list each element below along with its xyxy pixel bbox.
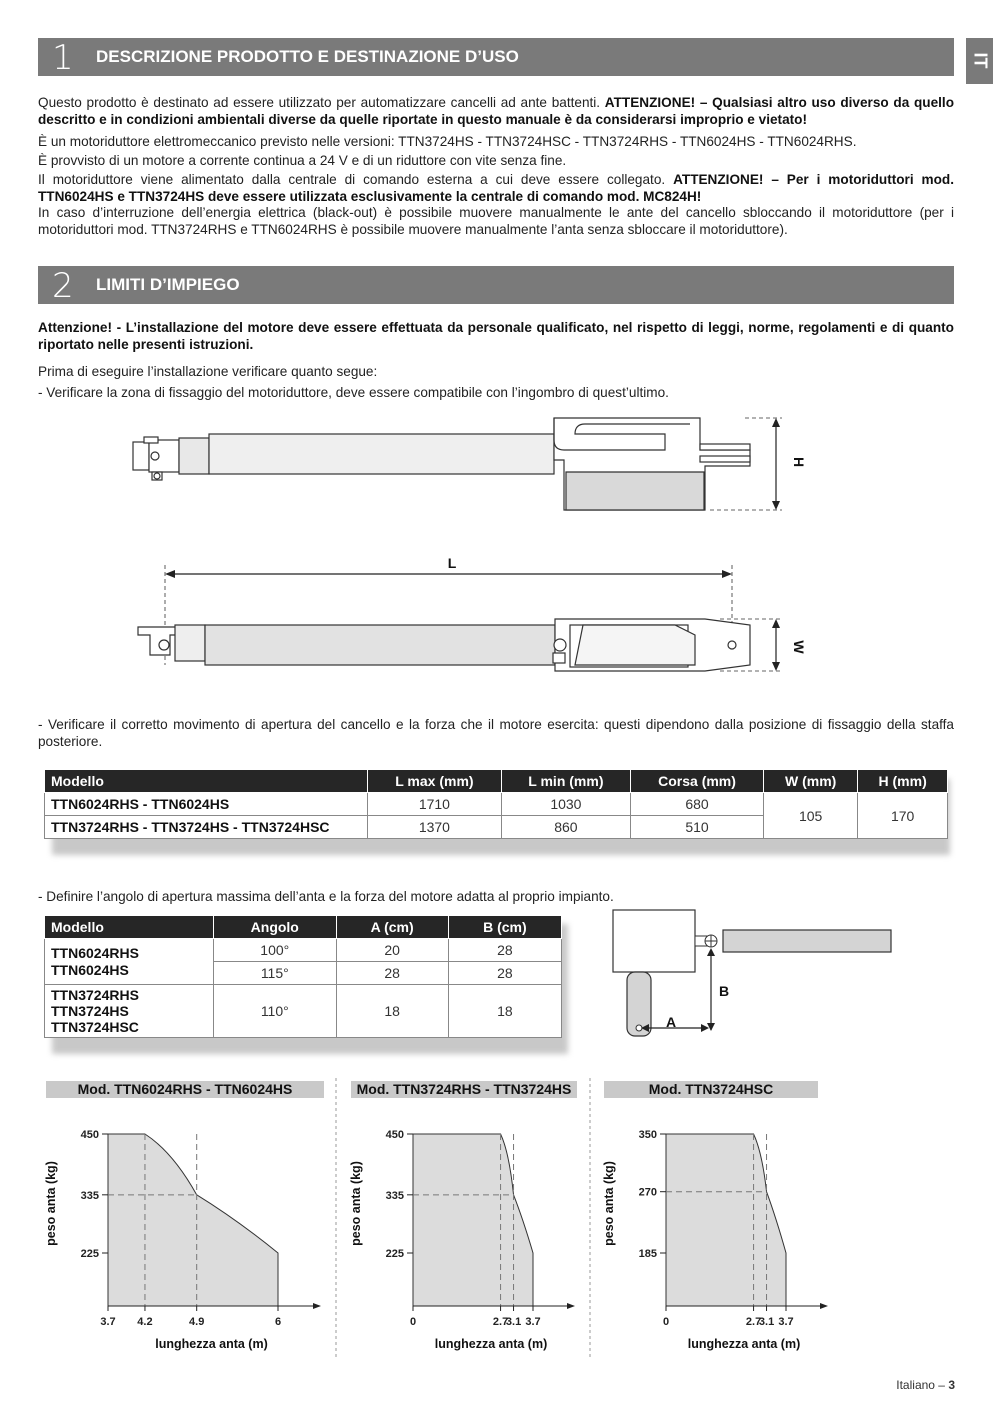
section-2-intro: Prima di eseguire l’installazione verificare quanto segue: bbox=[38, 364, 378, 379]
y-tick-label: 225 bbox=[385, 1248, 404, 1260]
header-modello: Modello bbox=[45, 916, 214, 939]
x-axis-arrow bbox=[313, 1303, 321, 1309]
y-axis-label: peso anta (kg) bbox=[602, 1161, 616, 1246]
model-name: TTN3724HSC bbox=[51, 1019, 139, 1035]
table-header-row bbox=[45, 916, 562, 939]
x-tick-label: 3.7 bbox=[525, 1316, 541, 1328]
table-row bbox=[45, 793, 948, 816]
header-b: B (cm) bbox=[448, 916, 561, 939]
b-cell: 28 bbox=[448, 962, 561, 985]
p4-warning: ATTENZIONE! – Per i motoriduttori mod. TTN6024HS e TTN3724HS deve essere utilizzata esclusivamente la centrale di comando mod. MC824H! bbox=[38, 172, 954, 204]
chart-2-title: Mod. TTN3724RHS - TTN3724HS bbox=[351, 1081, 577, 1098]
x-tick-label: 6 bbox=[274, 1316, 282, 1328]
section-1-number: 1 bbox=[52, 38, 74, 78]
angles-table bbox=[44, 915, 562, 1038]
cell-w: 105 bbox=[764, 793, 858, 839]
x-tick-label: 2.7 bbox=[745, 1316, 762, 1328]
header-lmin: L min (mm) bbox=[501, 770, 630, 793]
a-cell: 18 bbox=[336, 985, 448, 1038]
chart-separator-1 bbox=[330, 1078, 342, 1360]
cell-h: 170 bbox=[858, 793, 948, 839]
dimension-l-label: L bbox=[447, 555, 457, 571]
x-tick-label: 4.2 bbox=[137, 1316, 153, 1328]
a-cell: 28 bbox=[336, 962, 448, 985]
section-1-paragraph-4 bbox=[38, 171, 954, 205]
y-tick-label: 185 bbox=[638, 1248, 657, 1260]
x-tick-label: 0 bbox=[409, 1316, 417, 1328]
page-footer bbox=[896, 1378, 955, 1392]
row-1-model: TTN6024RHS - TTN6024HS bbox=[45, 793, 368, 816]
y-tick-label: 225 bbox=[80, 1248, 99, 1260]
row-2-model: TTN3724RHS - TTN3724HS - TTN3724HSC bbox=[45, 816, 368, 839]
angle-cell: 115° bbox=[214, 962, 337, 985]
group-2-models bbox=[45, 985, 214, 1038]
model-name: TTN3724HS bbox=[51, 1003, 129, 1019]
header-lmax: L max (mm) bbox=[368, 770, 502, 793]
table-row bbox=[45, 985, 562, 1038]
section-2-check-2: - Verificare il corretto movimento di apertura del cancello e la forza che il motore esercita: questi dipendono dalla posizione di fissaggio della staffa posteriore. bbox=[38, 717, 954, 749]
y-axis-label: peso anta (kg) bbox=[44, 1161, 58, 1246]
table-row bbox=[45, 939, 562, 962]
x-tick-label: 0 bbox=[662, 1316, 670, 1328]
header-h: H (mm) bbox=[858, 770, 948, 793]
x-tick-label: 2.7 bbox=[492, 1316, 509, 1328]
y-axis-label: peso anta (kg) bbox=[349, 1161, 363, 1246]
section-1-paragraph-2: È un motoriduttore elettromeccanico previsto nelle versioni: TTN3724HS - TTN3724HSC - TTN3724RHS - TTN6024HS - TTN6024RHS. bbox=[38, 134, 857, 149]
y-tick-label: 450 bbox=[385, 1129, 404, 1141]
row-1-corsa: 680 bbox=[631, 793, 764, 816]
section-1-header bbox=[38, 38, 954, 76]
chart-weight-vs-length-2 bbox=[345, 1110, 585, 1360]
p1-warning: ATTENZIONE! – Qualsiasi altro uso diverso da quello descritto e in condizioni ambientali diverse da quelle riportate in questo manuale è da considerarsi improprio e vietato! bbox=[38, 95, 955, 127]
page-number: 3 bbox=[948, 1378, 955, 1392]
y-tick-label: 270 bbox=[638, 1186, 657, 1199]
section-2-warning bbox=[38, 319, 954, 353]
dimensions-table bbox=[44, 769, 948, 839]
row-2-lmax: 1370 bbox=[368, 816, 502, 839]
chart-weight-vs-length-1 bbox=[40, 1110, 330, 1360]
model-name: TTN6024RHS bbox=[51, 944, 139, 961]
table-header-row bbox=[45, 770, 948, 793]
b-label: B bbox=[719, 983, 730, 999]
warning-text: Attenzione! - L’installazione del motore deve essere effettuata da personale qualificato, nel rispetto di leggi, norme, regolamenti e di quanto riportato nelle presenti istruzioni. bbox=[38, 320, 954, 352]
header-w: W (mm) bbox=[764, 770, 858, 793]
header-angolo: Angolo bbox=[214, 916, 337, 939]
x-axis-label: lunghezza anta (m) bbox=[434, 1337, 548, 1351]
footer-lang: Italiano – bbox=[896, 1378, 949, 1392]
section-2-check-1: - Verificare la zona di fissaggio del motoriduttore, deve essere compatibile con l’ingombro di quest’ultimo. bbox=[38, 385, 669, 400]
section-2-number: 2 bbox=[52, 266, 74, 306]
a-label: A bbox=[665, 1014, 677, 1030]
chart-separator-2 bbox=[584, 1078, 596, 1360]
p1-text: Questo prodotto è destinato ad essere utilizzato per automatizzare cancelli ad ante battenti. bbox=[38, 95, 605, 110]
model-name: TTN3724RHS bbox=[51, 987, 139, 1003]
header-a: A (cm) bbox=[336, 916, 448, 939]
row-2-corsa: 510 bbox=[631, 816, 764, 839]
section-1-paragraph-1 bbox=[38, 94, 954, 128]
language-label: IT bbox=[970, 52, 991, 69]
section-1-paragraph-5: In caso d’interruzione dell’energia elettrica (black-out) è possibile muovere manualmente le ante del cancello sbloccando il motoriduttore (per i motoriduttori mod. TTN3724RHS e TTN6024RHS è possibile muovere manualmente l’anta senza sbloccare il motoriduttore). bbox=[38, 205, 954, 237]
p4-text: Il motoriduttore viene alimentato dalla centrale di comando esterna a cui deve essere collegato. bbox=[38, 172, 674, 187]
x-axis-arrow bbox=[820, 1303, 828, 1309]
section-2-title: LIMITI D’IMPIEGO bbox=[96, 275, 240, 294]
row-1-lmax: 1710 bbox=[368, 793, 502, 816]
y-tick-label: 450 bbox=[80, 1129, 99, 1141]
x-tick-label: 3.7 bbox=[100, 1316, 116, 1328]
angle-cell: 110° bbox=[214, 985, 337, 1038]
weight-area bbox=[666, 1134, 786, 1306]
x-tick-label: 3.1 bbox=[758, 1316, 775, 1328]
x-tick-label: 4.9 bbox=[189, 1316, 205, 1328]
group-1-models bbox=[45, 939, 214, 985]
language-tab bbox=[966, 38, 993, 84]
b-cell: 28 bbox=[448, 939, 561, 962]
chart-3-title: Mod. TTN3724HSC bbox=[604, 1081, 818, 1098]
chart-weight-vs-length-3 bbox=[598, 1110, 838, 1360]
dimension-h-label: H bbox=[791, 456, 807, 468]
chart-1-title: Mod. TTN6024RHS - TTN6024HS bbox=[46, 1081, 324, 1098]
angle-cell: 100° bbox=[214, 939, 337, 962]
model-name: TTN6024HS bbox=[51, 961, 129, 978]
x-tick-label: 3.1 bbox=[505, 1316, 522, 1328]
motor-side-view-drawing bbox=[120, 410, 820, 525]
y-tick-label: 350 bbox=[638, 1129, 657, 1141]
header-corsa: Corsa (mm) bbox=[631, 770, 764, 793]
weight-area bbox=[413, 1134, 533, 1306]
y-tick-label: 335 bbox=[385, 1189, 404, 1202]
x-axis-label: lunghezza anta (m) bbox=[687, 1337, 801, 1351]
b-cell: 18 bbox=[448, 985, 561, 1038]
dimension-w-label: W bbox=[791, 640, 807, 654]
a-cell: 20 bbox=[336, 939, 448, 962]
section-1-paragraph-3: È provvisto di un motore a corrente continua a 24 V e di un riduttore con vite senza fine. bbox=[38, 153, 567, 168]
x-tick-label: 3.7 bbox=[778, 1316, 794, 1328]
mounting-diagram bbox=[595, 900, 905, 1050]
motor-top-view-drawing bbox=[120, 555, 820, 685]
header-modello: Modello bbox=[45, 770, 368, 793]
row-1-lmin: 1030 bbox=[501, 793, 630, 816]
section-1-title: DESCRIZIONE PRODOTTO E DESTINAZIONE D’USO bbox=[96, 47, 519, 66]
y-tick-label: 335 bbox=[80, 1189, 99, 1202]
weight-area bbox=[108, 1134, 278, 1306]
section-2-check-3: - Definire l’angolo di apertura massima dell’anta e la forza del motore adatta al proprio impianto. bbox=[38, 889, 614, 904]
x-axis-label: lunghezza anta (m) bbox=[155, 1337, 268, 1351]
section-2-header bbox=[38, 266, 954, 304]
row-2-lmin: 860 bbox=[501, 816, 630, 839]
x-axis-arrow bbox=[567, 1303, 575, 1309]
